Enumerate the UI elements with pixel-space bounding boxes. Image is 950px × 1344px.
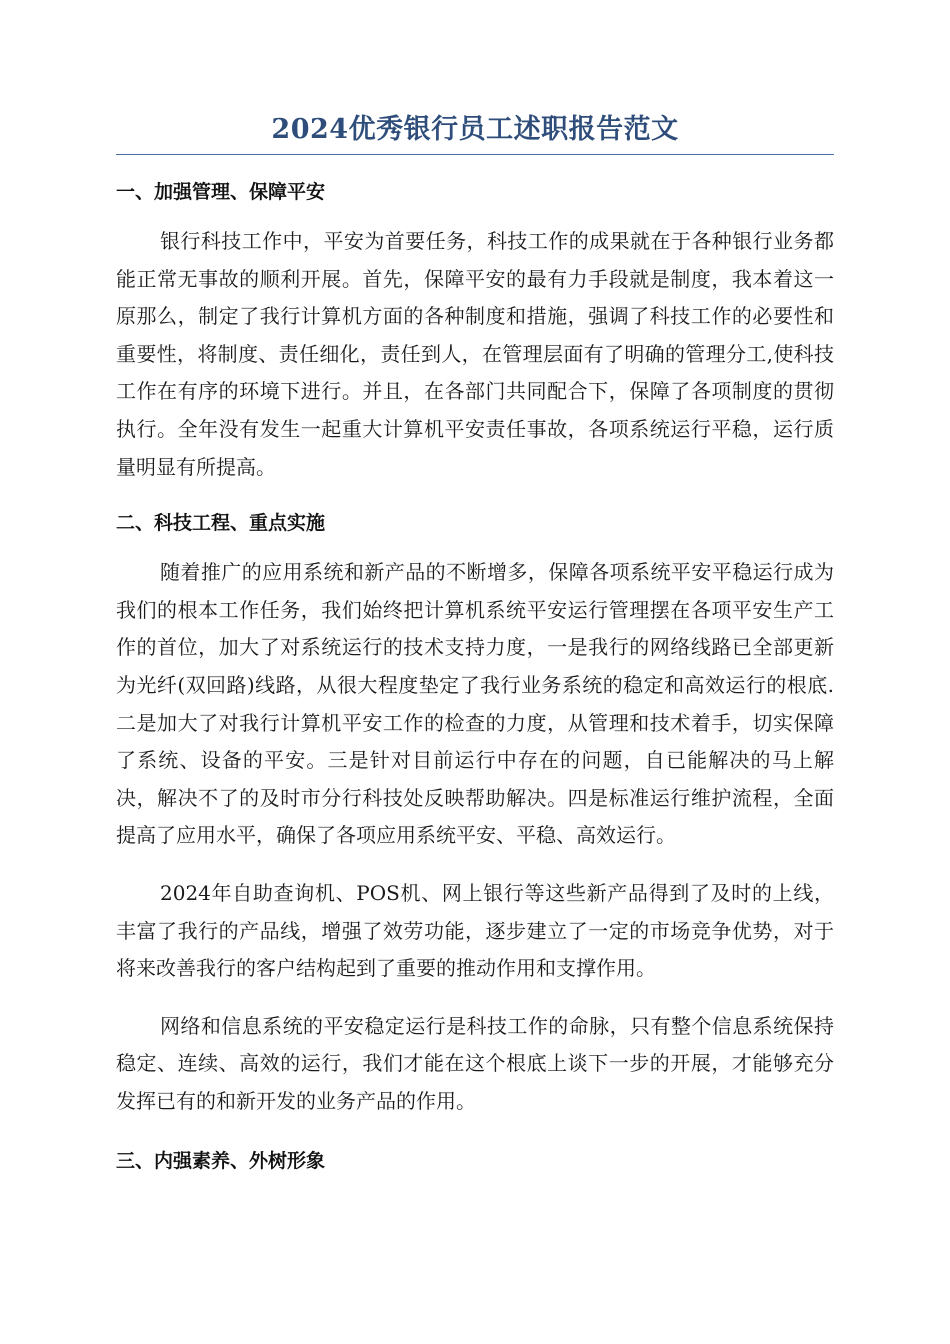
document-title: 2024优秀银行员工述职报告范文: [116, 108, 834, 155]
section-2-paragraph-2: 2024年自助查询机、POS机、网上银行等这些新产品得到了及时的上线，丰富了我行的产品线，增强了效劳功能，逐步建立了一定的市场竞争优势，对于将来改善我行的客户结构起到了重要的推动作用和支撑作用。: [116, 880, 834, 981]
section-2-paragraph-3: 网络和信息系统的平安稳定运行是科技工作的命脉，只有整个信息系统保持稳定、连续、高效的运行，我们才能在这个根底上谈下一步的开展，才能够充分发挥已有的和新开发的业务产品的作用。: [116, 1013, 834, 1113]
document-page: [116, 108, 834, 1176]
section-heading-3: 三、内强素养、外树形象: [116, 1150, 326, 1173]
section-1-paragraph-1: 银行科技工作中，平安为首要任务，科技工作的成果就在于各种银行业务都能正常无事故的顺利开展。首先，保障平安的最有力手段就是制度，我本着这一原那么，制定了我行计算机方面的各种制度和措施，强调了科技工作的必要性和重要性，将制度、责任细化，责任到人，在管理层面有了明确的管理分工,使科技工作在有序的环境下进行。并且，在各部门共同配合下，保障了各项制度的贯彻执行。全年没有发生一起重大计算机平安责任事故，各项系统运行平稳，运行质量明显有所提高。: [116, 229, 834, 479]
section-2-paragraph-1: 随着推广的应用系统和新产品的不断增多，保障各项系统平安平稳运行成为我们的根本工作任务，我们始终把计算机系统平安运行管理摆在各项平安生产工作的首位，加大了对系统运行的技术支持力度，一是我行的网络线路已全部更新为光纤(双回路)线路，从很大程度垫定了我行业务系统的稳定和高效运行的根底.二是加大了对我行计算机平安工作的检查的力度，从管理和技术着手，切实保障了系统、设备的平安。三是针对目前运行中存在的问题，自已能解决的马上解决，解决不了的及时市分行科技处反映帮助解决。四是标准运行维护流程，全面提高了应用水平，确保了各项应用系统平安、平稳、高效运行。: [116, 560, 834, 848]
section-heading-1: 一、加强管理、保障平安: [116, 181, 326, 203]
section-heading-2: 二、科技工程、重点实施: [116, 512, 326, 535]
